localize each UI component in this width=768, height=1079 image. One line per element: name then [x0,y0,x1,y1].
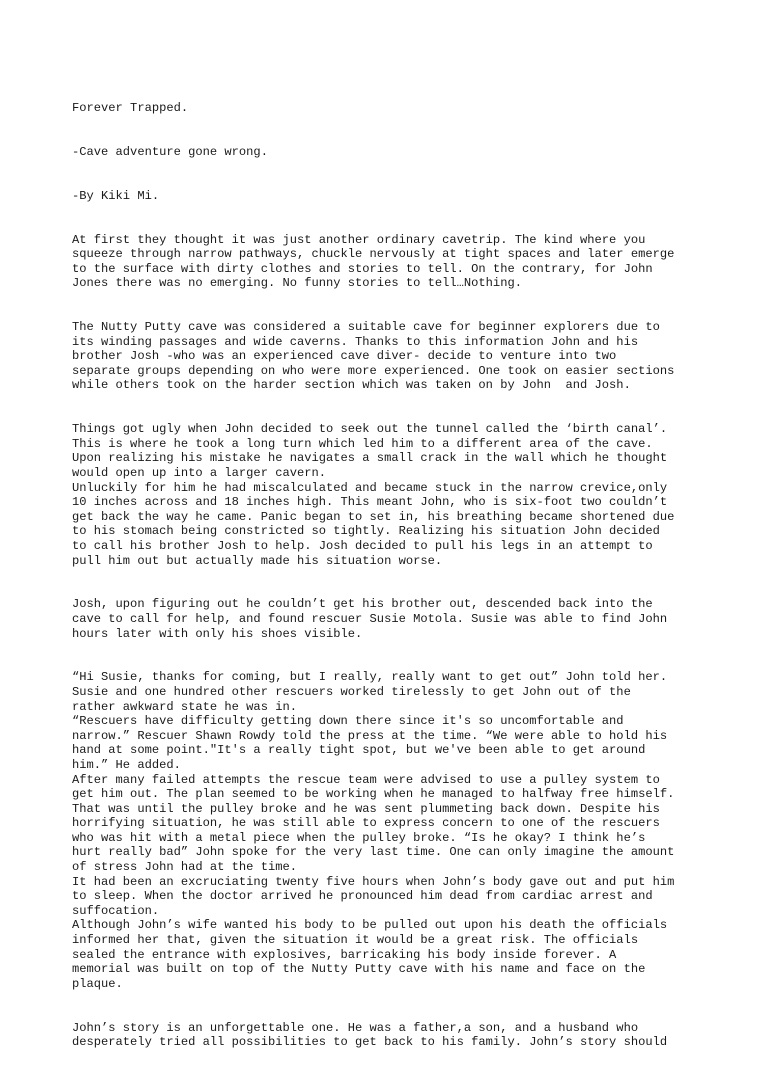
text-line: squeeze through narrow pathways, chuckle nervously at tight spaces and later emerge [72,247,675,262]
text-line: separate groups depending on who were more experienced. One took on easier sections [72,363,675,378]
text-line: The Nutty Putty cave was considered a suitable cave for beginner explorers due to [72,320,660,335]
text-line: horrifying situation, he was still able to express concern to one of the rescuers [72,816,660,831]
paragraph [72,1021,762,1050]
paragraph-gap [72,568,762,597]
text-line: Unluckily for him he had miscalculated and became stuck in the narrow crevice,only [72,480,668,495]
text-line: That was until the pulley broke and he was sent plummeting back down. Despite his [72,801,660,816]
text-line: pull him out but actually made his situation worse. [72,553,443,568]
text-line: suffocation. [72,903,160,918]
text-line: hurt really bad” John spoke for the very last time. One can only imagine the amount [72,845,675,860]
text-line: Josh, upon figuring out he couldn’t get his brother out, descended back into the [72,597,653,612]
text-line: desperately tried all possibilities to get back to his family. John’s story should [72,1035,668,1050]
paragraph [72,597,762,641]
text-line: sealed the entrance with explosives, barricaking his body inside forever. A [72,947,617,962]
paragraph-gap [72,991,762,1020]
text-line: rather awkward state he was in. [72,699,297,714]
text-line: cave to call for help, and found rescuer Susie Motola. Susie was able to find John [72,611,668,626]
text-line: Although John’s wife wanted his body to be pulled out upon his death the officials [72,918,668,933]
document-subtitle: -Cave adventure gone wrong. [72,144,268,159]
document-byline: -By Kiki Mi. [72,188,160,203]
paragraph [72,320,762,393]
text-line: This is where he took a long turn which led him to a different area of the cave. [72,436,653,451]
text-line: get back the way he came. Panic began to set in, his breathing became shortened due [72,509,675,524]
text-line: 10 inches across and 18 inches high. This meant John, who is six-foot two couldn’t [72,495,668,510]
text-line: get him out. The plan seemed to be working when he managed to halfway free himself. [72,787,675,802]
text-line: plaque. [72,976,123,991]
text-line: to the surface with dirty clothes and stories to tell. On the contrary, for John [72,261,653,276]
text-line: of stress John had at the time. [72,860,297,875]
document-title: Forever Trapped. [72,101,189,116]
text-line: while others took on the harder section which was taken on by John and Josh. [72,378,631,393]
text-line: who was hit with a metal piece when the pulley broke. “Is he okay? I think he’s [72,830,646,845]
text-line: hours later with only his shoes visible. [72,626,363,641]
text-line: to call his brother Josh to help. Josh decided to pull his legs in an attempt to [72,539,653,553]
text-line: “Hi Susie, thanks for coming, but I really, really want to get out” John told her. [72,670,668,685]
text-line: memorial was built on top of the Nutty Putty cave with his name and face on the [72,962,646,977]
document-body [72,72,762,1079]
text-line: would open up into a larger cavern. [72,466,327,481]
text-line: hand at some point."It's a really tight spot, but we've been able to get around [72,743,646,758]
text-line: At first they thought it was just another ordinary cavetrip. The kind where you [72,232,646,247]
text-line: It had been an excruciating twenty five hours when John’s body gave out and put him [72,874,675,889]
paragraph [72,422,762,568]
text-line: “Rescuers have difficulty getting down there since it's so uncomfortable and [72,714,624,729]
text-line: Upon realizing his mistake he navigates a small crack in the wall which he thought [72,451,668,466]
text-line: to sleep. When the doctor arrived he pronounced him dead from cardiac arrest and [72,889,653,904]
text-line: him.” He added. [72,757,181,772]
paragraph-gap [72,393,762,422]
text-line: to his stomach being constricted so tightly. Realizing his situation John decided [72,524,660,539]
paragraph [72,233,762,291]
text-line: Things got ugly when John decided to seek out the tunnel called the ‘birth canal’. [72,422,668,437]
text-line: Susie and one hundred other rescuers worked tirelessly to get John out of the [72,684,631,699]
text-line: Jones there was no emerging. No funny stories to tell…Nothing. [72,276,522,291]
paragraph-gap [72,291,762,320]
text-line: John’s story is an unforgettable one. He was a father,a son, and a husband who [72,1020,639,1035]
paragraph [72,670,762,991]
paragraphs-container [72,233,762,1050]
text-line: narrow.” Rescuer Shawn Rowdy told the press at the time. “We were able to hold his [72,728,668,743]
text-line: After many failed attempts the rescue team were advised to use a pulley system to [72,772,660,787]
text-line: informed her that, given the situation it would be a great risk. The officials [72,933,639,948]
text-line: brother Josh -who was an experienced cave diver- decide to venture into two [72,349,617,364]
paragraph-gap [72,641,762,670]
text-line: its winding passages and wide caverns. Thanks to this information John and his [72,334,639,349]
